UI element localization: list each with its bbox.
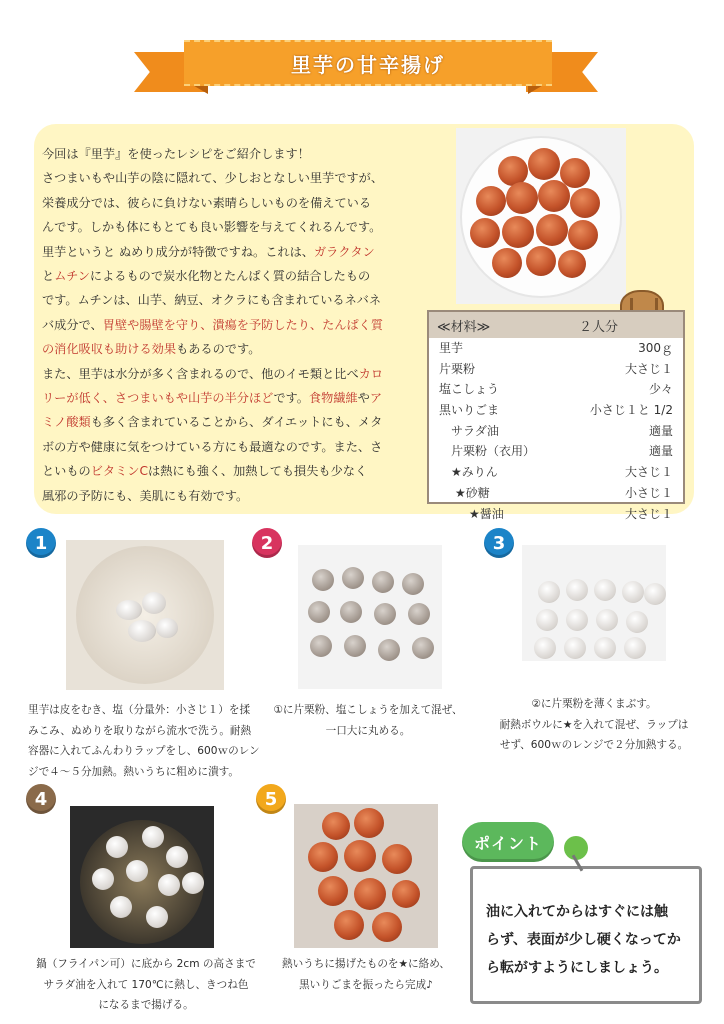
highlight-text: ビタミンC: [90, 464, 149, 479]
step-5-caption: [264, 954, 468, 995]
caption-line: 黒いりごまを振ったら完成♪: [299, 978, 433, 991]
intro-line: [42, 313, 414, 337]
caption-line: せず、600ｗのレンジで２分加熱する。: [499, 739, 689, 751]
intro-text-segment: と: [42, 269, 55, 284]
intro-text-segment: です。ムチンは、山芋、納豆、オクラにも含まれているネバネ: [42, 293, 382, 308]
intro-text-segment: 風邪の予防にも、美肌にも有効です。: [42, 488, 249, 503]
step-4-badge: 4: [26, 784, 56, 814]
caption-line: ②に片栗粉を薄くまぶす。: [531, 698, 657, 710]
intro-text-segment: 栄養成分では、彼らに負けない素晴らしいものを備えている: [42, 195, 372, 210]
intro-line: [42, 435, 414, 459]
intro-line: [42, 362, 414, 386]
intro-line: [42, 240, 414, 264]
caption-line: 容器に入れてふんわりラップをし、600ｗのレン: [28, 745, 260, 757]
ingredient-name: 塩こしょう: [439, 382, 500, 397]
ingredient-row: [429, 504, 683, 525]
caption-line: ①に片栗粉、塩こしょうを加えて混ぜ、: [273, 704, 463, 716]
ingredient-row: [429, 441, 683, 462]
ingredients-header: [429, 312, 683, 338]
pushpin-icon: [564, 836, 588, 860]
servings: ２人分: [579, 319, 619, 335]
ingredient-row: [429, 379, 683, 400]
intro-text-segment: です。: [273, 391, 309, 406]
highlight-text: リーが低く、さつまいもや山芋の半分ほど: [42, 391, 274, 406]
ingredient-amount: 大さじ１: [624, 361, 673, 376]
intro-text-segment: といもの: [42, 464, 91, 479]
intro-text-segment: 里芋というと ぬめり成分が特徴ですね。これは、: [42, 244, 314, 259]
intro-text-segment: によるもので炭水化物とたんぱく質の結合したもの: [89, 269, 371, 284]
step-1-caption: [28, 700, 262, 782]
ingredient-name: 黒いりごま: [439, 403, 500, 418]
highlight-text: カロ: [358, 366, 384, 381]
caption-line: 耐熱ボウルに★を入れて混ぜ、ラップは: [499, 718, 689, 731]
intro-line: [42, 386, 414, 410]
highlight-text: ア: [369, 391, 383, 406]
ingredient-amount: 適量: [648, 423, 673, 438]
ingredient-amount: 大さじ１: [624, 465, 673, 480]
ingredient-amount: 小さじ１と 1/2: [589, 403, 673, 418]
ingredient-amount: 少々: [648, 382, 673, 397]
ingredient-amount: 300ｇ: [638, 341, 673, 355]
step-1-photo: [66, 540, 224, 690]
caption-line: 熱いうちに揚げたものを★に絡め、: [282, 958, 450, 970]
ingredient-amount: 小さじ１: [624, 485, 673, 500]
step-3-photo: [522, 545, 666, 661]
intro-text-segment: また、里芋は水分が多く含まれるので、他のイモ類と比べ: [42, 366, 359, 381]
point-line: ら転がすようにしましょう。: [486, 960, 668, 976]
ingredient-row: [429, 359, 683, 380]
ingredient-name: 片栗粉: [439, 361, 476, 376]
step-2-badge: 2: [252, 528, 282, 558]
caption-line: になるまで揚げる。: [98, 999, 194, 1011]
intro-line: [42, 484, 414, 508]
intro-line: [42, 191, 414, 215]
ingredients-list: [429, 338, 683, 524]
step-2-photo: [298, 545, 442, 689]
intro-text-segment: や: [357, 391, 370, 406]
ingredient-name: 片栗粉（衣用）: [451, 444, 536, 459]
intro-text-segment: バ成分で、: [42, 317, 103, 332]
finished-dish-photo: [456, 128, 626, 304]
step-5-badge: 5: [256, 784, 286, 814]
intro-line: [42, 459, 414, 483]
ingredient-amount: 大さじ１: [624, 506, 673, 521]
title-ribbon: [184, 40, 552, 86]
intro-line: [42, 142, 414, 166]
caption-line: 一口大に丸める。: [325, 724, 411, 737]
intro-line: [42, 215, 414, 239]
ingredient-row: [429, 400, 683, 421]
point-label: ポイント: [462, 822, 554, 862]
caption-line: みこみ、ぬめりを取りながら流水で洗う。耐熱: [28, 724, 252, 737]
ingredients-title: ≪材料≫: [437, 319, 491, 335]
ingredient-row: [429, 338, 683, 359]
step-3-badge: 3: [484, 528, 514, 558]
page-title: 里芋の甘辛揚げ: [291, 52, 445, 77]
caption-line: ジで４～５分加熱。熱いうちに粗めに潰す。: [28, 765, 240, 778]
highlight-text: 胃壁や腸壁を守り、潰瘍を予防したり、たんぱく質: [102, 317, 384, 332]
highlight-text: ガラクタン: [314, 244, 375, 259]
ingredient-name: ★砂糖: [455, 485, 490, 500]
ingredients-box: [427, 310, 685, 521]
ingredient-name: 里芋: [439, 341, 464, 355]
intro-text-segment: さつまいもや山芋の陰に隠れて、少しおとなしい里芋ですが、: [42, 171, 384, 186]
ingredient-name: ★みりん: [451, 465, 498, 480]
caption-line: 鍋（フライパン可）に底から 2cm の高さまで: [36, 958, 256, 970]
step-4-caption: [30, 954, 262, 1016]
intro-line: [42, 166, 414, 190]
step-3-caption: [484, 694, 704, 756]
ingredient-row: [429, 421, 683, 442]
highlight-text: 食物繊維: [308, 391, 358, 406]
ingredient-row: [429, 483, 683, 504]
caption-line: 里芋は皮をむき、塩（分量外：小さじ１）を揉: [28, 704, 251, 716]
intro-line: [42, 264, 414, 288]
intro-text-segment: も多く含まれていることから、ダイエットにも、メタ: [90, 415, 383, 430]
ingredient-amount: 適量: [648, 444, 673, 459]
step-1-badge: 1: [26, 528, 56, 558]
step-2-caption: [262, 700, 474, 741]
highlight-text: ムチン: [54, 269, 90, 284]
intro-text-segment: ボの方や健康に気をつけている方にも最適なのです。また、さ: [42, 439, 383, 454]
step-5-photo: [294, 804, 438, 948]
ingredient-row: [429, 462, 683, 483]
intro-text-segment: もあるのです。: [176, 342, 261, 357]
intro-line: [42, 410, 414, 434]
step-4-photo: [70, 806, 214, 948]
intro-text-segment: 今回は『里芋』を使ったレシピをご紹介します！: [42, 147, 310, 161]
point-text: [486, 898, 692, 982]
intro-text-segment: は熱にも強く、加熱しても損失も少なく: [148, 464, 368, 479]
intro-text: [42, 142, 414, 508]
intro-text-segment: んです。しかも体にもとても良い影響を与えてくれるんです。: [42, 220, 382, 235]
intro-line: [42, 288, 414, 312]
highlight-text: ミノ酸類: [42, 415, 91, 430]
point-line: らず、表面が少し硬くなってか: [486, 932, 681, 948]
caption-line: サラダ油を入れて 170℃に熱し、きつね色: [43, 978, 249, 991]
intro-line: [42, 337, 414, 361]
ingredient-name: サラダ油: [451, 423, 499, 438]
ingredient-name: ★醤油: [469, 506, 504, 521]
point-line: 油に入れてからはすぐには触: [486, 904, 668, 920]
highlight-text: の消化吸収も助ける効果: [42, 342, 177, 357]
